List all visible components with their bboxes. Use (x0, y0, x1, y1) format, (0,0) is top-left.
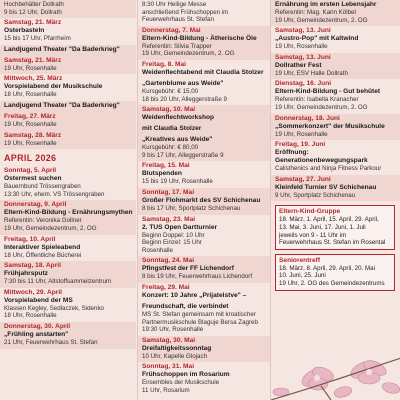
event-item (138, 0, 270, 26)
event-title: mit Claudia Stolzer (142, 125, 202, 133)
event-detail: 7:30 bis 11 Uhr, Altstoffsammelzentrum (4, 278, 112, 286)
event-title: Frühjahrsputz (4, 270, 48, 278)
info-box-line: 10. Juni, 25. Juni (279, 272, 326, 280)
event-item (138, 283, 270, 302)
event-item (0, 112, 136, 131)
event-detail: 10 Uhr, Kapelle Glojach (142, 352, 208, 360)
column-may (137, 0, 270, 400)
event-date: Samstag, 27. Juni (275, 175, 331, 183)
event-item (0, 101, 136, 112)
event-item (271, 140, 400, 175)
event-item (0, 166, 136, 200)
event-date: Samstag, 21. März (4, 19, 62, 27)
event-item (0, 45, 136, 56)
event-date: Sonntag, 5. April (4, 167, 57, 175)
event-detail: 19 Uhr, Gemeindezentrum, 2. OG (275, 16, 368, 24)
event-detail: 19 Uhr, ESV Halle Dollrath (275, 69, 348, 77)
event-date: Donnerstag, 30. April (4, 322, 71, 330)
event-detail: 15 bis 19 Uhr, Rosenhalle (142, 178, 213, 186)
event-item (271, 114, 400, 141)
event-title: Frühschoppen im Rosarium (142, 371, 230, 379)
event-detail: Referentin: Veronika Gollner (4, 217, 82, 225)
event-title: Ostermest suchen (4, 175, 62, 183)
info-box-line: 18. März, 1. April, 15. April, 29. April, (279, 216, 379, 224)
event-title: Weidenflechtworkshop (142, 114, 215, 122)
event-item (0, 200, 136, 234)
event-detail: 18 Uhr, Rosenhalle (4, 312, 57, 320)
event-date: Samstag, 13. Juni (275, 27, 331, 35)
event-item (138, 135, 270, 161)
info-box-line: Feuerwehrhaus St. Stefan im Rosental (279, 239, 386, 247)
event-date: Freitag, 27. März (4, 112, 56, 120)
event-detail: Hochbehälter Dollrath (4, 1, 64, 8)
event-detail: 15 bis 17 Uhr, Pfarrheim (4, 35, 71, 43)
column-march-april (0, 0, 136, 400)
event-title: Dollrather Fest (275, 61, 322, 69)
event-title: Vorspielabend der MS (4, 296, 73, 304)
event-detail: 8 bis 17 Uhr, Sportplatz Schichenau (142, 204, 241, 212)
event-item (271, 175, 400, 202)
event-detail: 19 Uhr, Rosenhalle (275, 130, 328, 138)
event-detail: Bauernbund Trössengraben (4, 183, 81, 191)
event-date: Samstag, 13. Juni (275, 53, 331, 61)
event-item (138, 336, 270, 363)
event-detail: Rosenhalle (142, 246, 173, 254)
info-box-title: Seniorentreff (279, 256, 321, 264)
event-date: Samstag, 30. Mai (142, 336, 196, 344)
event-item (0, 74, 136, 101)
event-title: Osterbasteln (4, 27, 45, 35)
event-detail: 18 Uhr, Öffentliche Bücherei (4, 251, 82, 259)
event-item (138, 188, 270, 215)
event-date: Samstag, 23. Mai (142, 215, 196, 223)
magnolia-flowers-illustration (270, 318, 400, 400)
event-detail: 18 Uhr, Rosenhalle (4, 91, 57, 99)
event-detail: Beginn Doppel: 10 Uhr (142, 231, 205, 239)
event-item (271, 53, 400, 80)
event-date: Freitag, 29. Mai (142, 283, 190, 291)
event-date: Mittwoch, 25. März (4, 75, 63, 83)
event-date: Samstag, 18. April (4, 262, 61, 270)
event-date: Samstag, 10. Mai (142, 106, 196, 114)
event-title: Interaktiver Spieleabend (4, 243, 81, 251)
event-detail: Partnermusikschule Blaguje Bersa Zagreb (142, 318, 258, 326)
event-detail: 8 bis 19 Uhr, Feuerwehrhaus Lichendorf (142, 273, 253, 281)
event-title: Eltern-Kind-Bildung - Ätherische Öle (142, 34, 257, 42)
event-title: „Kreatives aus Weide" (142, 136, 213, 144)
event-detail: 19 Uhr, Gemeindezentrum, 2. OG (4, 224, 97, 232)
event-item (138, 79, 270, 105)
event-detail: 19 Uhr, Gemeindezentrum, 2. OG (142, 50, 235, 58)
event-title: „Gartenblume aus Weide" (142, 79, 224, 87)
info-box (275, 205, 395, 249)
event-item (138, 26, 270, 60)
event-item (0, 56, 136, 75)
event-detail: Feuerwehrhaus St. Stefan (142, 16, 214, 24)
june-events (271, 0, 400, 201)
event-title: Ernährung im ersten Lebensjahr (275, 1, 377, 8)
event-title: Eltern-Kind-Bildung - Gut behütet (275, 88, 381, 96)
event-item (138, 105, 270, 124)
event-date: Sonntag, 17. Mai (142, 188, 195, 196)
event-item (138, 215, 270, 257)
column-june (270, 0, 400, 400)
event-item (0, 18, 136, 45)
event-detail: Beginn Einzel: 15 Uhr (142, 239, 202, 247)
event-detail: 9 bis 17 Uhr, Alleggerstraße 9 (142, 151, 224, 159)
event-detail: 19 Uhr, Rosenhalle (4, 64, 57, 72)
event-item (138, 362, 270, 396)
event-title: Freundschaft, die verbindet (142, 302, 229, 310)
event-detail: 19:30 Uhr, Rosenhalle (142, 326, 204, 334)
event-detail: 19 Uhr, Rosenhalle (4, 139, 57, 147)
info-box-line: 18. März, 8. April, 29. April, 20. Mai (279, 264, 375, 272)
event-item (271, 0, 400, 26)
event-date: Dienstag, 16. Juni (275, 80, 332, 88)
event-item (138, 60, 270, 79)
info-box (275, 254, 395, 291)
event-item (138, 302, 270, 336)
event-detail: 9 Uhr, Sportplatz Schichenau (275, 191, 356, 199)
event-title: Landjugend Theater "Da Baderkrieg" (4, 101, 120, 109)
event-item (0, 261, 136, 288)
event-date: Sonntag, 31. Mai (142, 363, 195, 371)
event-item (0, 131, 136, 150)
event-detail: Referentin: Isabella Kranacher (275, 96, 359, 104)
event-title: Vorspielabend der Musikschule (4, 83, 103, 91)
event-item (0, 0, 136, 18)
event-date: Donnerstag, 7. Mai (142, 26, 201, 34)
may-events (138, 0, 270, 396)
event-date: Samstag, 28. März (4, 131, 62, 139)
event-detail: 19 Uhr, Rosenhalle (4, 120, 57, 128)
event-date: Samstag, 21. März (4, 56, 62, 64)
event-detail: Kursgebühr: € 15,00 (142, 87, 199, 95)
event-detail: Kursgebühr: € 80,00 (142, 144, 199, 152)
event-title: Landjugend Theater "Da Baderkrieg" (4, 45, 120, 53)
event-item (0, 235, 136, 262)
event-title: „Sommerkonzert" der Musikschule (275, 122, 385, 130)
event-detail: Referentin: Silvia Trapper (142, 42, 212, 50)
event-item (271, 79, 400, 113)
event-detail: Calisthenics and Ninja Fitness Parkour (275, 165, 382, 173)
info-box-line: 13. Mai, 3. Juni, 17. Juni, 1. Juli (279, 223, 366, 231)
event-detail: 8:30 Uhr Heilige Messe (142, 1, 207, 8)
event-date: Freitag, 8. Mai (142, 60, 186, 68)
event-detail: 9 bis 12 Uhr, Dollrath (4, 8, 62, 16)
event-detail: 11 Uhr, Rosarium (142, 386, 190, 394)
info-box-title: Eltern-Kind-Gruppe (279, 208, 341, 216)
event-title: Eltern-Kind-Bildung - Ernährungsmythen (4, 209, 133, 217)
event-title: Konzert: 10 Jahre „Prijatelstve" – (142, 291, 247, 299)
event-title: Kleinfeld Turnier SV Schichenau (275, 183, 377, 191)
event-title: Großer Flohmarkt des SV Schichenau (142, 196, 261, 204)
event-detail: Ensembles der Musikschule (142, 379, 220, 387)
event-detail: MS St. Stefan gemeinsam mit kroatischer (142, 310, 256, 318)
event-item (271, 26, 400, 53)
pre-april-events (0, 0, 136, 149)
event-date: Donnerstag, 9. April (4, 201, 67, 209)
event-detail: 21 Uhr, Feuerwehrhaus St. Stefan (4, 338, 98, 346)
event-title: Blutspenden (142, 170, 182, 178)
month-heading-april: APRIL 2026 (4, 153, 57, 164)
event-item (138, 256, 270, 283)
info-box-line: 19 Uhr, 2. OG des Gemeindezentrums (279, 279, 385, 287)
event-detail: 13:30 Uhr, ehem. VS Trössengraben (4, 190, 105, 198)
event-title: „Austro-Pop" mit Kaltwind (275, 35, 359, 43)
event-detail: Klassen Kegley, Sedlaczek, Sidenko (4, 304, 104, 312)
event-title: Pfingstfest der FF Lichendorf (142, 265, 234, 273)
info-box-line: jeweils von 9 - 11 Uhr im (279, 231, 347, 239)
event-item (138, 124, 270, 135)
event-title: Eröffnung: Generationenbewegungspark (275, 149, 368, 165)
event-date: Mittwoch, 29. April (4, 288, 63, 296)
event-detail: anschließend Frühschoppen im (142, 8, 229, 16)
event-date: Freitag, 19. Juni (275, 141, 326, 149)
event-detail: 19 Uhr, Rosenhalle (275, 43, 328, 51)
event-date: Sonntag, 24. Mai (142, 257, 195, 265)
event-date: Freitag, 15. Mai (142, 162, 190, 170)
event-detail: 19 Uhr, Gemeindezentrum, 2. OG (275, 103, 368, 111)
event-date: Donnerstag, 18. Juni (275, 114, 340, 122)
event-item (0, 288, 136, 322)
event-detail: Referentin: Mag. Karin Kölbel (275, 9, 356, 16)
event-detail: 18 bis 20 Uhr, Alleggerstraße 9 (142, 95, 227, 103)
event-item (0, 322, 136, 349)
info-boxes (271, 205, 400, 290)
april-events (0, 166, 136, 348)
event-title: Weidenflechtabend mit Claudia Stolzer (142, 68, 264, 76)
event-title: „Frühling anstarten" (4, 330, 69, 338)
event-title: 2. TUS Open Dartturnier (142, 223, 218, 231)
event-item (138, 161, 270, 188)
event-date: Freitag, 10. April (4, 235, 56, 243)
event-title: Dreifaltigkeitssonntag (142, 344, 212, 352)
